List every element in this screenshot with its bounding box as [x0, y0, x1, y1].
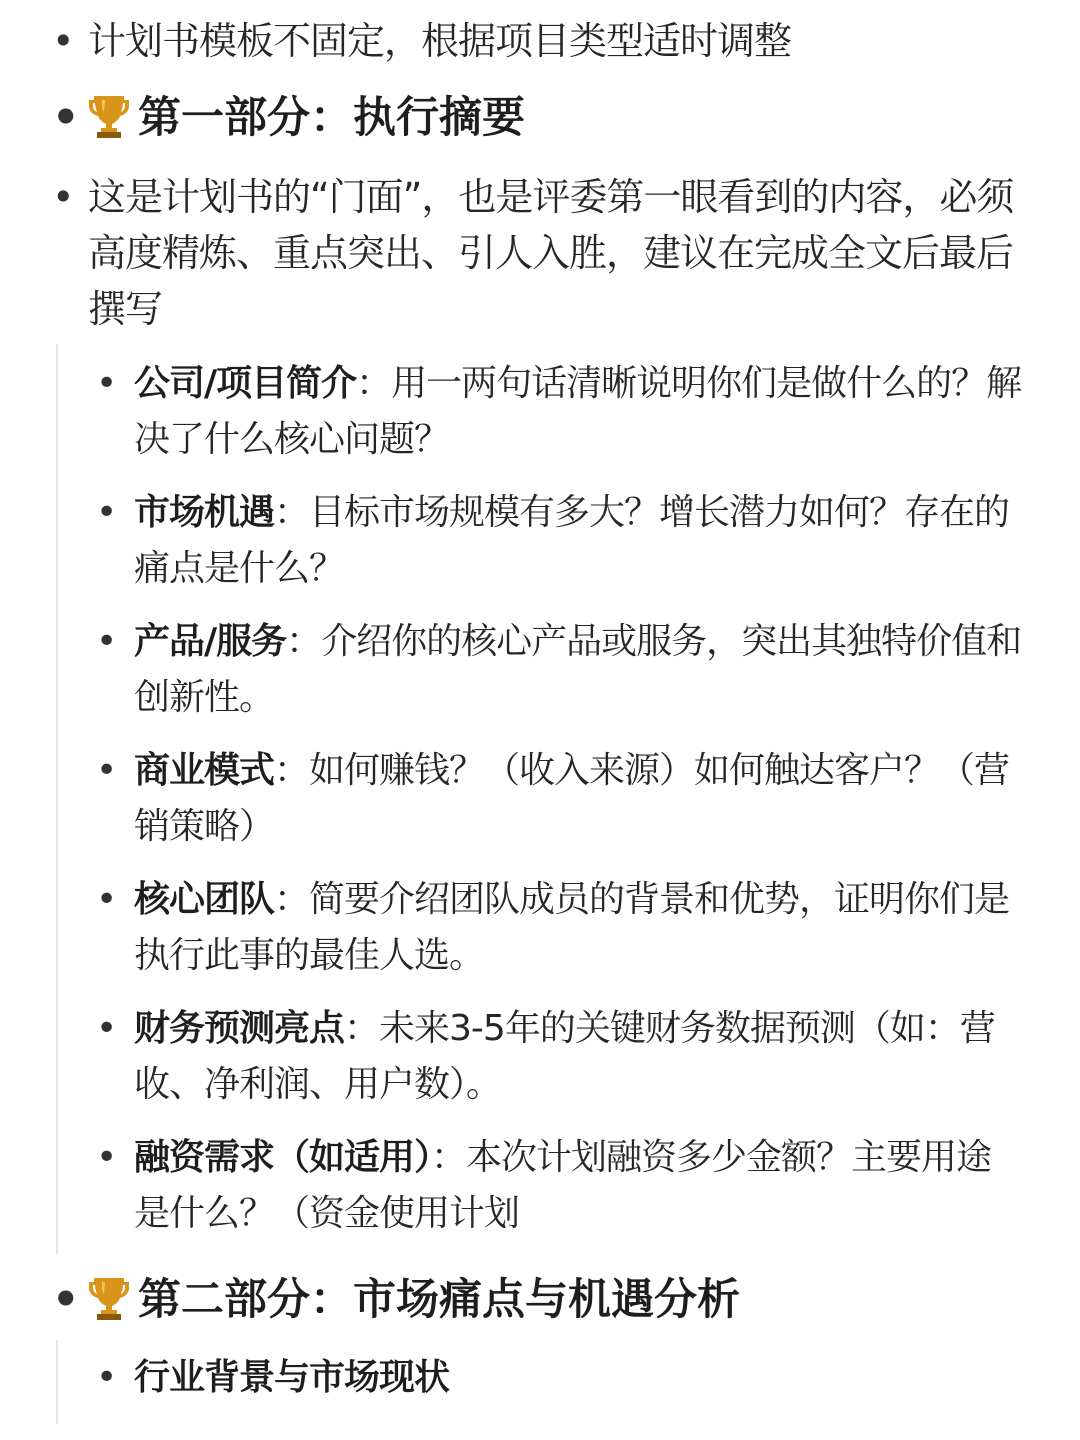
term-separator: ：: [274, 750, 310, 791]
list-item-intro-note: [88, 13, 1028, 69]
list-item-product-service: [134, 614, 1026, 726]
list-item-industry-background: [134, 1350, 1026, 1406]
section-heading-part1: [88, 90, 1028, 146]
list-item-funding-needs: [134, 1130, 1026, 1242]
trophy-icon: [88, 1274, 130, 1322]
nested-list-rule: [56, 1340, 58, 1424]
list-item-business-model: [134, 743, 1026, 855]
list-item-core-team: [134, 872, 1026, 984]
item-text: 未来3-5年的关键财务数据预测（如：营收、净利润、用户数）。: [134, 1008, 995, 1105]
term-label: 商业模式: [134, 750, 275, 791]
part1-heading-text: 第一部分：执行摘要: [138, 93, 525, 143]
item-text: 介绍你的核心产品或服务，突出其独特价值和创新性。: [134, 621, 1022, 718]
list-item-part1-description: [88, 169, 1028, 337]
term-label: 财务预测亮点: [134, 1008, 345, 1049]
item-text: 目标市场规模有多大？增长潜力如何？存在的痛点是什么？: [134, 492, 1010, 589]
list-item-financial-highlights: [134, 1001, 1026, 1113]
section-heading-part2: [88, 1272, 1028, 1328]
list-item-company-intro: [134, 356, 1026, 468]
trophy-icon: [88, 92, 130, 140]
item-text: 简要介绍团队成员的背景和优势，证明你们是执行此事的最佳人选。: [134, 879, 1010, 976]
term-separator: ：: [356, 363, 392, 404]
part1-description-text: 这是计划书的“门面”，也是评委第一眼看到的内容，必须高度精炼、重点突出、引人入胜，建议在完成全文后最后撰写: [88, 175, 1014, 331]
term-label: 核心团队: [134, 879, 275, 920]
item-text: 用一两句话清晰说明你们是做什么的？解决了什么核心问题？: [134, 363, 1022, 460]
term-label: 融资需求（如适用）: [134, 1137, 432, 1178]
part2-heading-text: 第二部分：市场痛点与机遇分析: [138, 1275, 740, 1325]
list-item-market-opportunity: [134, 485, 1026, 597]
term-separator: ：: [274, 879, 310, 920]
item-text: 本次计划融资多少金额？主要用途是什么？（资金使用计划: [134, 1137, 992, 1234]
term-separator: ：: [431, 1137, 467, 1178]
intro-note-text: 计划书模板不固定，根据项目类型适时调整: [88, 19, 792, 63]
item-text: 如何赚钱？（收入来源）如何触达客户？（营销策略）: [134, 750, 1010, 847]
term-label: 行业背景与市场现状: [134, 1357, 450, 1398]
term-label: 市场机遇: [134, 492, 275, 533]
term-separator: ：: [286, 621, 322, 662]
term-separator: ：: [344, 1008, 380, 1049]
nested-list-rule: [56, 344, 58, 1254]
term-label: 公司/项目简介: [134, 363, 357, 404]
term-separator: ：: [274, 492, 310, 533]
term-label: 产品/服务: [134, 621, 287, 662]
